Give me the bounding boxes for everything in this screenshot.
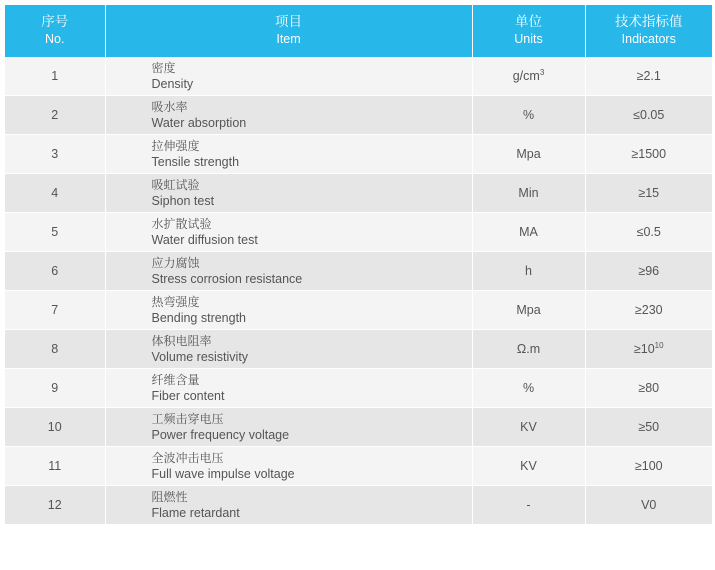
column-header-no-cn: 序号 (41, 14, 69, 29)
cell-item (105, 174, 472, 213)
cell-indicator-superscript: 10 (654, 340, 664, 350)
cell-indicator-text: ≥80 (638, 381, 660, 396)
cell-indicator-text: ≥10 (633, 342, 655, 357)
cell-item (105, 369, 472, 408)
column-header-no (5, 5, 105, 57)
cell-item-cn: 热弯强度 (151, 294, 200, 309)
cell-item-cn: 阻燃性 (151, 489, 188, 504)
cell-indicator-text: ≤0.05 (633, 108, 665, 123)
cell-no: 7 (5, 291, 105, 330)
cell-unit (472, 96, 585, 135)
cell-item-cn: 水扩散试验 (151, 216, 212, 231)
cell-unit (472, 213, 585, 252)
cell-indicator (585, 408, 712, 447)
cell-no: 3 (5, 135, 105, 174)
cell-no: 8 (5, 330, 105, 369)
cell-item (105, 252, 472, 291)
cell-item-cn: 密度 (151, 60, 176, 75)
cell-indicator-text: ≥2.1 (636, 69, 661, 84)
cell-no: 9 (5, 369, 105, 408)
cell-item-en: Fiber content (151, 388, 225, 403)
table-header (5, 5, 712, 57)
table-row (5, 330, 712, 369)
cell-item (105, 135, 472, 174)
column-header-units-cn: 单位 (515, 14, 542, 29)
cell-no: 1 (5, 57, 105, 96)
cell-item-en: Water diffusion test (151, 232, 258, 247)
cell-indicator-text: V0 (641, 498, 657, 513)
cell-unit-text: Min (518, 186, 539, 201)
cell-unit (472, 174, 585, 213)
cell-unit-text: KV (520, 420, 537, 435)
cell-indicator-text: ≥230 (634, 303, 663, 318)
cell-indicator (585, 96, 712, 135)
cell-item-en: Density (151, 76, 194, 91)
column-header-indicators (585, 5, 712, 57)
cell-indicator (585, 252, 712, 291)
column-header-indicators-cn: 技术指标值 (615, 14, 683, 29)
cell-item-en: Stress corrosion resistance (151, 271, 303, 286)
cell-item (105, 486, 472, 525)
cell-indicator-text: ≥1500 (631, 147, 667, 162)
cell-item-cn: 吸虹试验 (151, 177, 200, 192)
table-row (5, 174, 712, 213)
cell-unit-text: Ω.m (516, 342, 541, 357)
cell-indicator (585, 57, 712, 96)
cell-unit (472, 330, 585, 369)
cell-indicator-text: ≥96 (638, 264, 660, 279)
column-header-no-en: No. (45, 32, 65, 47)
cell-indicator (585, 135, 712, 174)
cell-item-en: Power frequency voltage (151, 427, 290, 442)
cell-item-en: Tensile strength (151, 154, 240, 169)
cell-item-cn: 吸水率 (151, 99, 188, 114)
cell-item-en: Water absorption (151, 115, 247, 130)
cell-item (105, 96, 472, 135)
cell-unit-text: MA (519, 225, 538, 240)
cell-unit-text: - (526, 498, 531, 513)
cell-unit-text: % (522, 381, 535, 396)
cell-item-en: Volume resistivity (151, 349, 249, 364)
cell-item (105, 57, 472, 96)
cell-unit (472, 447, 585, 486)
table-row (5, 213, 712, 252)
table-row (5, 447, 712, 486)
column-header-units-en: Units (514, 32, 543, 47)
cell-unit-text: Mpa (516, 147, 541, 162)
table-row (5, 96, 712, 135)
table-row (5, 57, 712, 96)
cell-indicator-text: ≥50 (638, 420, 660, 435)
cell-item (105, 330, 472, 369)
cell-unit-text: h (525, 264, 532, 279)
cell-item (105, 408, 472, 447)
cell-unit-text: % (522, 108, 535, 123)
table-row (5, 252, 712, 291)
cell-indicator (585, 369, 712, 408)
table-row (5, 135, 712, 174)
cell-unit-text: g/cm (512, 69, 540, 84)
cell-indicator (585, 213, 712, 252)
cell-unit (472, 486, 585, 525)
cell-item (105, 447, 472, 486)
cell-no: 11 (5, 447, 105, 486)
cell-item-cn: 工频击穿电压 (151, 411, 224, 426)
column-header-item-cn: 项目 (275, 14, 302, 29)
cell-no: 4 (5, 174, 105, 213)
cell-unit (472, 57, 585, 96)
cell-no: 12 (5, 486, 105, 525)
cell-indicator (585, 486, 712, 525)
cell-item-en: Flame retardant (151, 505, 240, 520)
cell-unit (472, 252, 585, 291)
cell-indicator (585, 330, 712, 369)
specifications-table (5, 5, 712, 525)
cell-indicator (585, 174, 712, 213)
cell-no: 10 (5, 408, 105, 447)
cell-unit (472, 135, 585, 174)
cell-item-cn: 应力腐蚀 (151, 255, 200, 270)
table-row (5, 291, 712, 330)
cell-no: 2 (5, 96, 105, 135)
cell-item-cn: 纤维含量 (151, 372, 200, 387)
cell-indicator (585, 291, 712, 330)
cell-unit-superscript: 3 (539, 67, 545, 77)
cell-unit-text: Mpa (516, 303, 541, 318)
table-row (5, 369, 712, 408)
cell-unit (472, 408, 585, 447)
cell-item-en: Siphon test (151, 193, 215, 208)
cell-item-cn: 体积电阻率 (151, 333, 212, 348)
cell-item (105, 291, 472, 330)
column-header-units (472, 5, 585, 57)
cell-indicator-text: ≥100 (634, 459, 663, 474)
cell-unit-text: KV (520, 459, 537, 474)
table-row (5, 408, 712, 447)
column-header-item (105, 5, 472, 57)
cell-item-cn: 全波冲击电压 (151, 450, 224, 465)
cell-indicator-text: ≥15 (638, 186, 660, 201)
column-header-item-en: Item (276, 32, 301, 47)
table-body (5, 57, 712, 525)
cell-item-en: Bending strength (151, 310, 247, 325)
cell-item (105, 213, 472, 252)
cell-unit (472, 291, 585, 330)
table-row (5, 486, 712, 525)
cell-indicator (585, 447, 712, 486)
cell-no: 6 (5, 252, 105, 291)
cell-indicator-text: ≤0.5 (636, 225, 661, 240)
cell-no: 5 (5, 213, 105, 252)
cell-item-en: Full wave impulse voltage (151, 466, 295, 481)
cell-unit (472, 369, 585, 408)
cell-item-cn: 拉伸强度 (151, 138, 200, 153)
column-header-indicators-en: Indicators (621, 32, 676, 47)
table-header-row (5, 5, 712, 57)
